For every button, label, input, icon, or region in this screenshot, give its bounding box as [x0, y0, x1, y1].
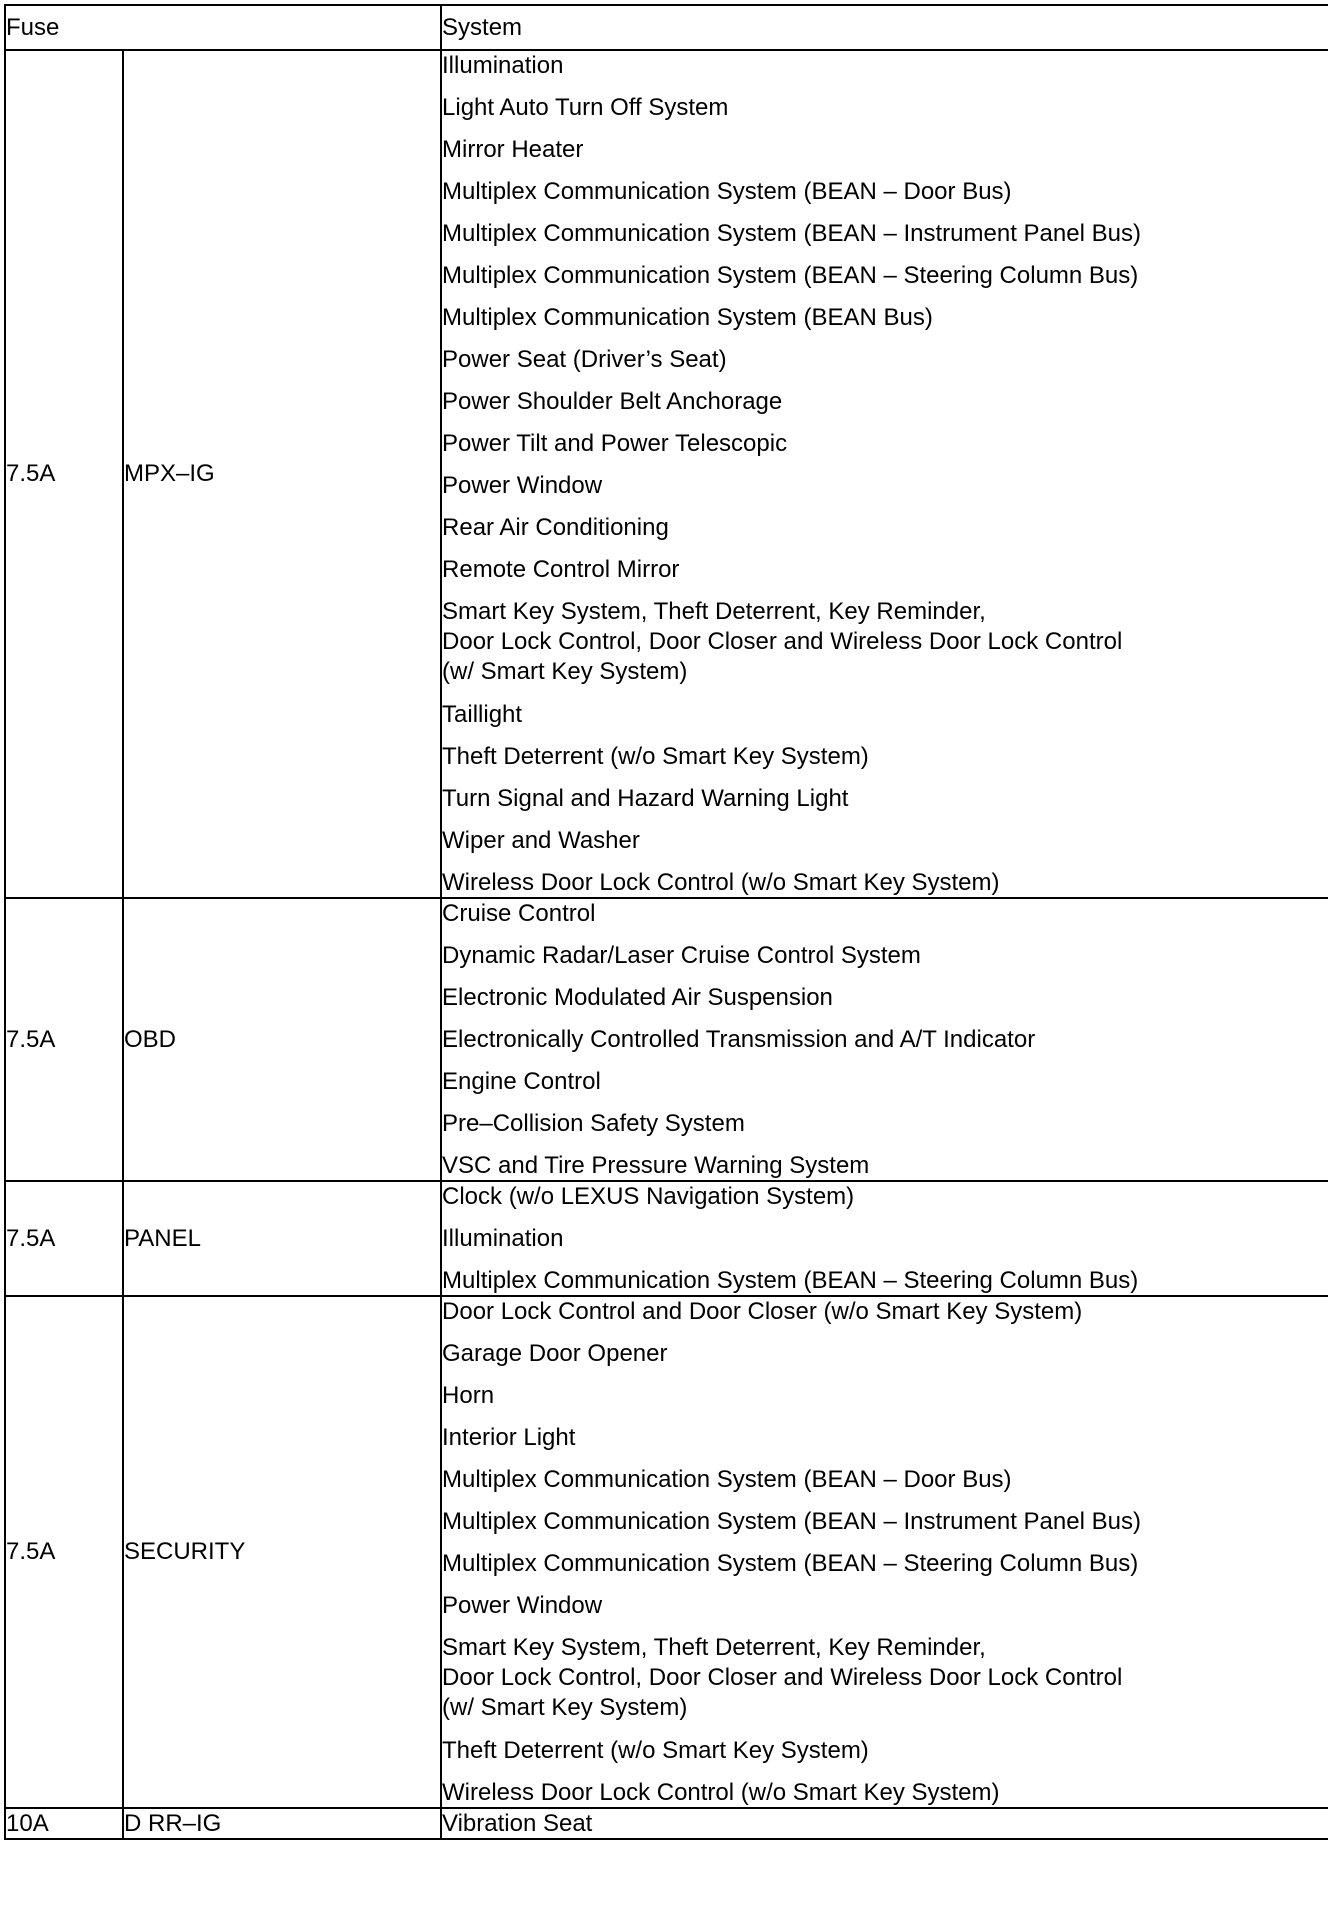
system-item: Power Window: [442, 1592, 603, 1619]
system-item: Multiplex Communication System (BEAN – Instrument Panel Bus): [442, 1508, 1141, 1535]
system-item: Power Shoulder Belt Anchorage: [442, 388, 783, 415]
system-item: Wiper and Washer: [442, 827, 640, 854]
system-item: Pre–Collision Safety System: [442, 1110, 745, 1137]
system-item: Power Tilt and Power Telescopic: [442, 430, 788, 457]
system-item: VSC and Tire Pressure Warning System: [442, 1152, 870, 1179]
system-item: Power Seat (Driver’s Seat): [442, 346, 727, 373]
system-list-cell: [441, 1181, 1328, 1296]
system-item: Remote Control Mirror: [442, 556, 680, 583]
system-item: Illumination: [442, 1225, 564, 1252]
system-item: Cruise Control: [442, 900, 596, 927]
system-item: Interior Light: [442, 1424, 576, 1451]
fuse-amperage: 7.5A: [5, 898, 123, 1181]
fuse-amperage: 7.5A: [5, 1296, 123, 1808]
system-item: Smart Key System, Theft Deterrent, Key Reminder, Door Lock Control, Door Closer and Wireless Door Lock Control (w/ Smart Key System): [442, 598, 1123, 685]
fuse-name: D RR–IG: [123, 1808, 441, 1839]
system-item: Engine Control: [442, 1068, 601, 1095]
system-item: Clock (w/o LEXUS Navigation System): [442, 1183, 855, 1210]
system-item: Theft Deterrent (w/o Smart Key System): [442, 1737, 869, 1764]
system-item: Garage Door Opener: [442, 1340, 668, 1367]
fuse-amperage: 7.5A: [5, 50, 123, 898]
table-row: [5, 50, 1328, 898]
system-item: Door Lock Control and Door Closer (w/o Smart Key System): [442, 1298, 1083, 1325]
system-item: Light Auto Turn Off System: [442, 94, 729, 121]
fuse-table-body: [5, 50, 1328, 1839]
system-item: Wireless Door Lock Control (w/o Smart Key System): [442, 1779, 1000, 1806]
fuse-amperage: 10A: [5, 1808, 123, 1839]
fuse-name: PANEL: [123, 1181, 441, 1296]
system-item: Multiplex Communication System (BEAN – Steering Column Bus): [442, 262, 1139, 289]
system-item: Multiplex Communication System (BEAN – Instrument Panel Bus): [442, 220, 1141, 247]
system-item: Rear Air Conditioning: [442, 514, 669, 541]
table-header-row: [5, 5, 1328, 50]
fuse-name: MPX–IG: [123, 50, 441, 898]
system-list-cell: [441, 50, 1328, 898]
system-item: Turn Signal and Hazard Warning Light: [442, 785, 849, 812]
system-item: Wireless Door Lock Control (w/o Smart Key System): [442, 869, 1000, 896]
system-item: Electronically Controlled Transmission and A/T Indicator: [442, 1026, 1036, 1053]
system-list-cell: [441, 898, 1328, 1181]
table-row: [5, 1296, 1328, 1808]
fuse-name: SECURITY: [123, 1296, 441, 1808]
system-item: Dynamic Radar/Laser Cruise Control System: [442, 942, 921, 969]
system-item: Vibration Seat: [442, 1810, 593, 1837]
system-item: Power Window: [442, 472, 603, 499]
table-row: [5, 1181, 1328, 1296]
system-list-cell: [441, 1808, 1328, 1839]
system-item: Taillight: [442, 701, 523, 728]
table-row: [5, 898, 1328, 1181]
system-column-header: System: [441, 5, 1328, 50]
system-item: Multiplex Communication System (BEAN Bus): [442, 304, 933, 331]
system-item: Illumination: [442, 52, 564, 79]
system-item: Multiplex Communication System (BEAN – Door Bus): [442, 1466, 1012, 1493]
system-item: Theft Deterrent (w/o Smart Key System): [442, 743, 869, 770]
system-list-cell: [441, 1296, 1328, 1808]
system-item: Multiplex Communication System (BEAN – Steering Column Bus): [442, 1550, 1139, 1577]
table-row: [5, 1808, 1328, 1839]
fuse-column-header: Fuse: [5, 5, 441, 50]
system-item: Multiplex Communication System (BEAN – Steering Column Bus): [442, 1267, 1139, 1294]
system-item: Smart Key System, Theft Deterrent, Key Reminder, Door Lock Control, Door Closer and Wireless Door Lock Control (w/ Smart Key System): [442, 1634, 1123, 1721]
fuse-name: OBD: [123, 898, 441, 1181]
system-item: Electronic Modulated Air Suspension: [442, 984, 833, 1011]
fuse-table: [4, 4, 1328, 1840]
fuse-amperage: 7.5A: [5, 1181, 123, 1296]
system-item: Mirror Heater: [442, 136, 584, 163]
system-item: Horn: [442, 1382, 495, 1409]
system-item: Multiplex Communication System (BEAN – Door Bus): [442, 178, 1012, 205]
